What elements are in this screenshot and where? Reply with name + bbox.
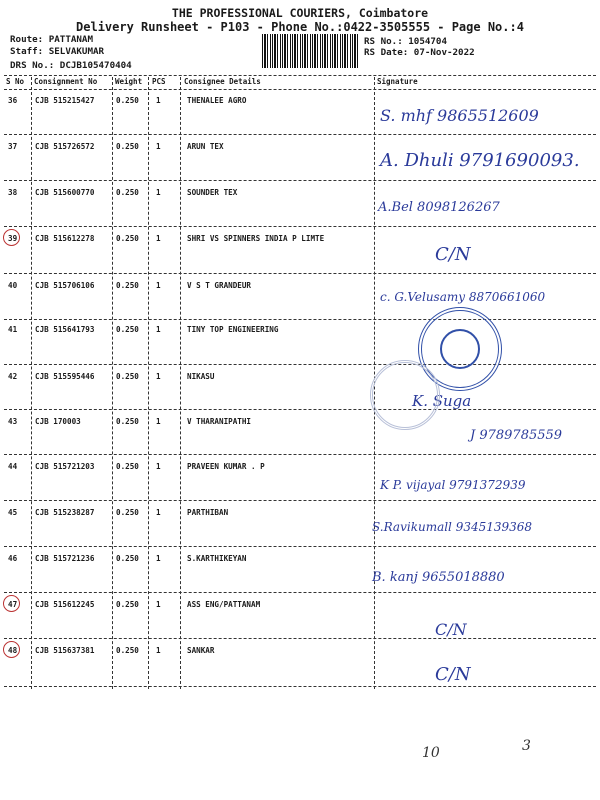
row-pcs: 1 — [156, 96, 161, 105]
row-divider — [4, 454, 596, 455]
row-consignment: CJB 515612245 — [35, 600, 95, 609]
row-pcs: 1 — [156, 646, 161, 655]
row-pcs: 1 — [156, 142, 161, 151]
row-divider — [4, 226, 596, 227]
divider — [4, 75, 596, 76]
row-sno: 44 — [8, 462, 18, 471]
row-pcs: 1 — [156, 508, 161, 517]
row-pcs: 1 — [156, 462, 161, 471]
row-consignee: ASS ENG/PATTANAM — [187, 600, 261, 609]
row-weight: 0.250 — [116, 646, 139, 655]
row-signature: S.Ravikumall 9345139368 — [372, 520, 533, 534]
row-consignment: CJB 515215427 — [35, 96, 95, 105]
col-signature: Signature — [377, 77, 418, 86]
row-sno: 40 — [8, 281, 18, 290]
row-pcs: 1 — [156, 234, 161, 243]
row-pcs: 1 — [156, 281, 161, 290]
row-divider — [4, 319, 596, 320]
row-consignee: TINY TOP ENGINEERING — [187, 325, 279, 334]
row-consignee: V THARANIPATHI — [187, 417, 252, 426]
rs-date: RS Date: 07-Nov-2022 — [364, 47, 475, 58]
row-weight: 0.250 — [116, 142, 139, 151]
row-pcs: 1 — [156, 372, 161, 381]
sno-circle-mark — [3, 595, 20, 612]
footnote-b: 3 — [522, 738, 531, 754]
row-consignment: CJB 515595446 — [35, 372, 95, 381]
row-sno: 43 — [8, 417, 18, 426]
row-divider — [4, 638, 596, 639]
barcode — [262, 34, 358, 68]
row-consignment: CJB 515721236 — [35, 554, 95, 563]
row-weight: 0.250 — [116, 281, 139, 290]
row-sno: 45 — [8, 508, 18, 517]
divider — [31, 77, 32, 689]
row-sno: 46 — [8, 554, 18, 563]
row-signature: K P. vijayal 9791372939 — [380, 478, 526, 492]
col-consignee: Consignee Details — [184, 77, 261, 86]
row-weight: 0.250 — [116, 188, 139, 197]
row-divider — [4, 686, 596, 687]
row-consignment: CJB 515641793 — [35, 325, 95, 334]
row-pcs: 1 — [156, 188, 161, 197]
staff-label: Staff: SELVAKUMAR — [10, 46, 105, 57]
row-consignment: CJB 515612278 — [35, 234, 95, 243]
row-consignee: THENALEE AGRO — [187, 96, 247, 105]
row-divider — [4, 500, 596, 501]
row-divider — [4, 592, 596, 593]
drs-label: DRS No.: DCJB105470404 — [10, 60, 132, 71]
row-divider — [4, 134, 596, 135]
col-pcs: PCS — [152, 77, 166, 86]
row-weight: 0.250 — [116, 325, 139, 334]
divider — [4, 89, 596, 90]
row-consignment: CJB 515721203 — [35, 462, 95, 471]
row-consignment: CJB 515637381 — [35, 646, 95, 655]
row-consignment: CJB 515726572 — [35, 142, 95, 151]
row-consignee: ARUN TEX — [187, 142, 224, 151]
row-pcs: 1 — [156, 417, 161, 426]
row-sno: 47 — [8, 600, 18, 609]
row-signature: A. Dhuli 9791690093. — [380, 150, 580, 171]
row-weight: 0.250 — [116, 417, 139, 426]
row-sno: 36 — [8, 96, 18, 105]
rs-number: RS No.: 1054704 — [364, 36, 447, 47]
row-consignee: NIKASU — [187, 372, 215, 381]
row-signature: c. G.Velusamy 8870661060 — [380, 290, 546, 304]
row-pcs: 1 — [156, 325, 161, 334]
row-consignee: SHRI VS SPINNERS INDIA P LIMTE — [187, 234, 325, 243]
row-sno: 42 — [8, 372, 18, 381]
row-pcs: 1 — [156, 554, 161, 563]
row-divider — [4, 180, 596, 181]
divider — [112, 77, 113, 689]
row-divider — [4, 546, 596, 547]
row-signature: C/N — [435, 620, 467, 639]
row-weight: 0.250 — [116, 372, 139, 381]
divider — [148, 77, 149, 689]
route-label: Route: PATTANAM — [10, 34, 93, 45]
row-weight: 0.250 — [116, 554, 139, 563]
runsheet-title: Delivery Runsheet - P103 - Phone No.:0422-3505555 - Page No.:4 — [76, 20, 524, 34]
col-sno: S No — [6, 77, 25, 86]
row-signature: C/N — [435, 244, 471, 265]
sno-circle-mark — [3, 641, 20, 658]
col-weight: Weight — [115, 77, 143, 86]
row-divider — [4, 273, 596, 274]
row-consignment: CJB 515706106 — [35, 281, 95, 290]
col-consignment: Consignment No — [34, 77, 98, 86]
row-consignee: SOUNDER TEX — [187, 188, 238, 197]
row-sno: 39 — [8, 234, 18, 243]
row-consignee: S.KARTHIKEYAN — [187, 554, 247, 563]
row-sno: 38 — [8, 188, 18, 197]
row-consignment: CJB 515238287 — [35, 508, 95, 517]
row-sno: 41 — [8, 325, 18, 334]
row-pcs: 1 — [156, 600, 161, 609]
row-weight: 0.250 — [116, 508, 139, 517]
divider — [180, 77, 181, 689]
footnote-a: 10 — [422, 745, 440, 761]
row-divider — [4, 409, 596, 410]
row-consignee: V S T GRANDEUR — [187, 281, 252, 290]
row-signature: B. kanj 9655018880 — [372, 570, 505, 585]
row-consignee: SANKAR — [187, 646, 215, 655]
sno-circle-mark — [3, 229, 20, 246]
row-weight: 0.250 — [116, 234, 139, 243]
row-sno: 48 — [8, 646, 18, 655]
row-weight: 0.250 — [116, 96, 139, 105]
row-weight: 0.250 — [116, 462, 139, 471]
row-consignment: CJB 170003 — [35, 417, 81, 426]
row-weight: 0.250 — [116, 600, 139, 609]
row-consignment: CJB 515600770 — [35, 188, 95, 197]
row-divider — [4, 364, 596, 365]
row-signature: K. Suga — [412, 392, 472, 410]
company-title: THE PROFESSIONAL COURIERS, Coimbatore — [171, 6, 429, 20]
faint-stamp — [370, 360, 440, 430]
row-consignee: PRAVEEN KUMAR . P — [187, 462, 265, 471]
row-sno: 37 — [8, 142, 18, 151]
row-consignee: PARTHIBAN — [187, 508, 229, 517]
row-signature: S. mhf 9865512609 — [380, 106, 539, 125]
row-signature: J 9789785559 — [470, 428, 563, 443]
row-signature: A.Bel 8098126267 — [378, 200, 500, 215]
row-signature: C/N — [435, 664, 471, 685]
